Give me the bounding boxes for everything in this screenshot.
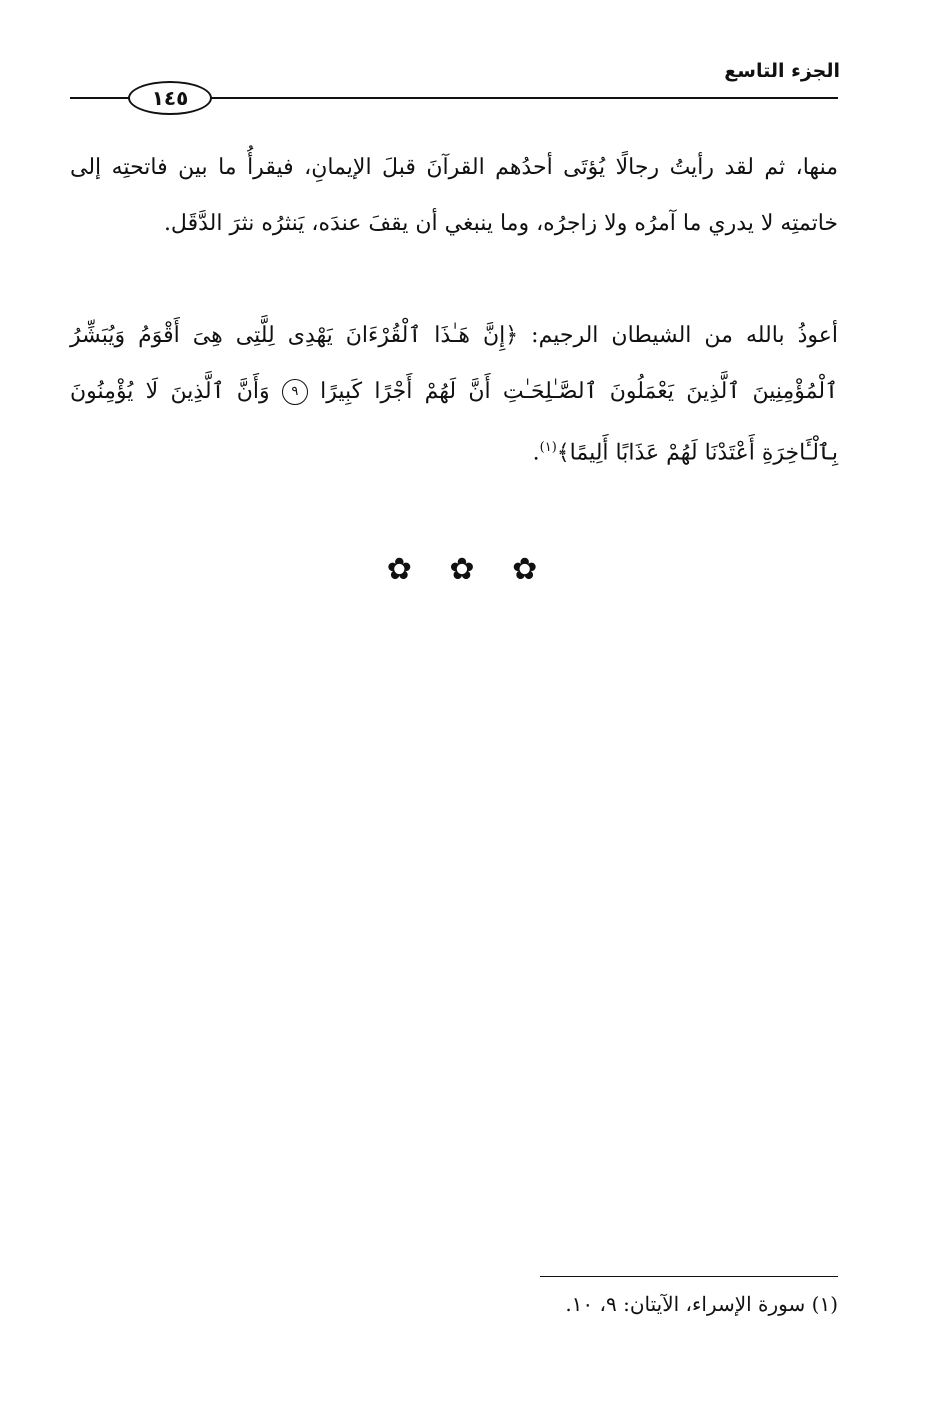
paragraph-2 bbox=[70, 308, 838, 481]
quran-verse-9: ﴿إِنَّ هَـٰذَا ٱلْقُرْءَانَ يَهْدِى لِلَّتِى هِىَ أَقْوَمُ وَيُبَشِّرُ ٱلْمُؤْمِنِينَ ٱلَّذِينَ يَعْمَلُونَ ٱلصَّـٰلِحَـٰتِ أَنَّ لَهُمْ أَجْرًا كَبِيرًا bbox=[70, 323, 838, 404]
quran-verse-10: وَأَنَّ ٱلَّذِينَ لَا يُؤْمِنُونَ بِٱلْـَٔاخِرَةِ أَعْتَدْنَا لَهُمْ عَذَابًا أَلِيمًا﴾ bbox=[70, 379, 838, 466]
paragraph-1: منها، ثم لقد رأيتُ رجالًا يُؤتَى أحدُهم القرآنَ قبلَ الإيمانِ، فيقرأُ ما بين فاتحتِه إلى خاتمتِه لا يدري ما آمرُه ولا زاجرُه، وما ينبغي أن يقفَ عندَه، يَنثرُه نثرَ الدَّقَل. bbox=[70, 155, 838, 236]
page-number: ١٤٥ bbox=[128, 81, 212, 115]
section-divider-ornaments: ✿ ✿ ✿ bbox=[386, 552, 552, 587]
ayah-number-marker: ٩ bbox=[282, 379, 308, 405]
footnote-reference: (١) bbox=[539, 440, 557, 455]
footnote: (١) سورة الإسراء، الآيتان: ٩، ١٠. bbox=[565, 1292, 838, 1316]
chapter-title: الجزء التاسع bbox=[724, 60, 840, 82]
end-punctuation: . bbox=[532, 440, 540, 466]
istiadha-text: أعوذُ بالله من الشيطان الرجيم: bbox=[518, 323, 838, 348]
footnote-rule bbox=[540, 1276, 838, 1277]
